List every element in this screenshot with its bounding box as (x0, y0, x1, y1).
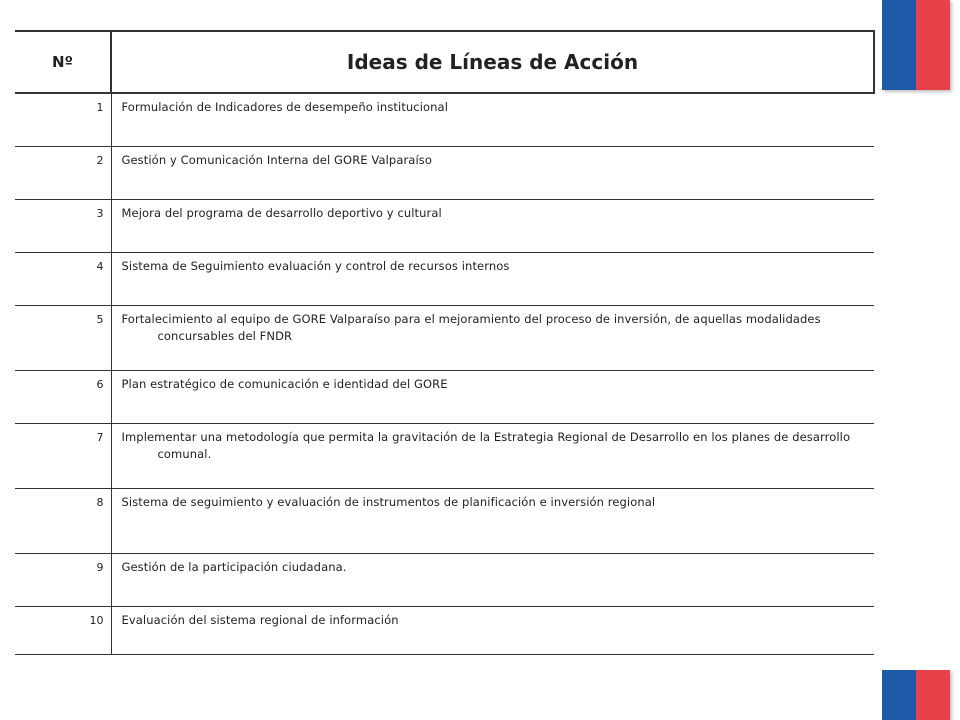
table-row (15, 424, 874, 489)
row-number: 9 (15, 554, 111, 607)
table-row (15, 371, 874, 424)
table-row (15, 147, 874, 200)
table-header-row (15, 31, 874, 93)
table-row (15, 200, 874, 253)
flag-blue-stripe (882, 0, 916, 90)
column-header-number: Nº (15, 31, 111, 93)
flag-accent-top (882, 0, 950, 90)
row-number: 1 (15, 93, 111, 147)
table-row (15, 93, 874, 147)
row-text: Fortalecimiento al equipo de GORE Valparaíso para el mejoramiento del proceso de inversión, de aquellas modalidades concursables del FNDR (111, 306, 874, 371)
row-text: Evaluación del sistema regional de información (111, 607, 874, 655)
row-number: 8 (15, 489, 111, 554)
table-row (15, 607, 874, 655)
flag-accent-bottom (882, 670, 950, 720)
row-number: 4 (15, 253, 111, 306)
row-number: 5 (15, 306, 111, 371)
row-number: 7 (15, 424, 111, 489)
row-text: Gestión y Comunicación Interna del GORE Valparaíso (111, 147, 874, 200)
row-text: Implementar una metodología que permita la gravitación de la Estrategia Regional de Desarrollo en los planes de desarrollo comunal. (111, 424, 874, 489)
row-text: Sistema de seguimiento y evaluación de instrumentos de planificación e inversión regional (111, 489, 874, 554)
action-lines-table (15, 30, 875, 655)
flag-red-stripe (916, 670, 950, 720)
table-row (15, 253, 874, 306)
flag-red-stripe (916, 0, 950, 90)
flag-blue-stripe (882, 670, 916, 720)
row-number: 2 (15, 147, 111, 200)
row-number: 6 (15, 371, 111, 424)
row-number: 10 (15, 607, 111, 655)
table-row (15, 554, 874, 607)
row-text: Gestión de la participación ciudadana. (111, 554, 874, 607)
row-text: Formulación de Indicadores de desempeño institucional (111, 93, 874, 147)
row-text: Mejora del programa de desarrollo deportivo y cultural (111, 200, 874, 253)
table-row (15, 306, 874, 371)
row-number: 3 (15, 200, 111, 253)
table-row (15, 489, 874, 554)
column-header-title: Ideas de Líneas de Acción (111, 31, 874, 93)
row-text: Plan estratégico de comunicación e identidad del GORE (111, 371, 874, 424)
row-text: Sistema de Seguimiento evaluación y control de recursos internos (111, 253, 874, 306)
